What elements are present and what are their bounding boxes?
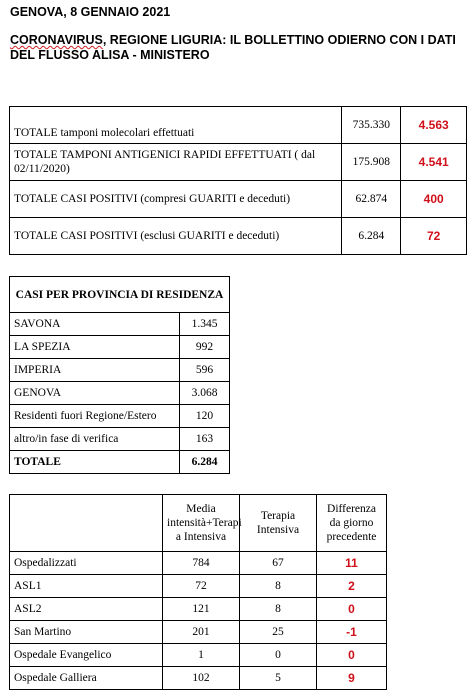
summary-delta: 4.563	[401, 107, 467, 144]
summary-value: 175.908	[342, 144, 401, 181]
hospital-row	[10, 667, 387, 690]
hospital-row	[10, 598, 387, 621]
province-total-row	[10, 451, 230, 474]
province-name: IMPERIA	[10, 359, 180, 382]
summary-row	[10, 144, 467, 181]
province-value: 596	[180, 359, 230, 382]
province-row	[10, 359, 230, 382]
summary-delta: 400	[401, 181, 467, 218]
summary-value: 62.874	[342, 181, 401, 218]
province-total-label: TOTALE	[10, 451, 180, 474]
hospital-row	[10, 644, 387, 667]
province-row	[10, 428, 230, 451]
province-row	[10, 313, 230, 336]
province-row	[10, 382, 230, 405]
province-row	[10, 405, 230, 428]
headline	[10, 33, 472, 63]
hospital-ti: 0	[240, 644, 317, 667]
hospital-row	[10, 621, 387, 644]
hospital-name: Ospedale Evangelico	[10, 644, 163, 667]
summary-row	[10, 218, 467, 255]
hospital-row	[10, 552, 387, 575]
hospital-ti: 8	[240, 575, 317, 598]
province-value: 120	[180, 405, 230, 428]
summary-label: TOTALE CASI POSITIVI (compresi GUARITI e deceduti)	[10, 181, 342, 218]
summary-row	[10, 181, 467, 218]
headline-first-word: CORONAVIRUS	[10, 33, 103, 47]
hospital-diff: 0	[317, 598, 387, 621]
summary-value: 6.284	[342, 218, 401, 255]
summary-label: TOTALE TAMPONI ANTIGENICI RAPIDI EFFETTUATI ( dal 02/11/2020)	[10, 144, 342, 181]
hospital-media: 201	[163, 621, 240, 644]
hospital-name: ASL2	[10, 598, 163, 621]
headline-rest: , REGIONE LIGURIA: IL BOLLETTINO ODIERNO CON I DATI DEL FLUSSO ALISA - MINISTERO	[10, 33, 456, 62]
hospital-header-row	[10, 495, 387, 552]
province-total-value: 6.284	[180, 451, 230, 474]
province-name: Residenti fuori Regione/Estero	[10, 405, 180, 428]
hospital-name: Ospedalizzati	[10, 552, 163, 575]
summary-delta: 72	[401, 218, 467, 255]
province-table-title: CASI PER PROVINCIA DI RESIDENZA	[10, 277, 230, 313]
hospital-media: 121	[163, 598, 240, 621]
province-row	[10, 336, 230, 359]
province-name: SAVONA	[10, 313, 180, 336]
hospital-name: ASL1	[10, 575, 163, 598]
summary-row	[10, 107, 467, 144]
summary-delta: 4.541	[401, 144, 467, 181]
hospital-name: San Martino	[10, 621, 163, 644]
hospital-row	[10, 575, 387, 598]
hospital-diff: 11	[317, 552, 387, 575]
hospital-header-diff: Differenza da giorno precedente	[317, 495, 387, 552]
hospital-media: 72	[163, 575, 240, 598]
summary-label: TOTALE tamponi molecolari effettuati	[10, 107, 342, 144]
hospital-name: Ospedale Galliera	[10, 667, 163, 690]
province-name: LA SPEZIA	[10, 336, 180, 359]
hospital-header-blank	[10, 495, 163, 552]
hospital-ti: 8	[240, 598, 317, 621]
province-value: 1.345	[180, 313, 230, 336]
province-name: altro/in fase di verifica	[10, 428, 180, 451]
hospital-header-media: Media intensità+Terapi a Intensiva	[163, 495, 240, 552]
province-value: 992	[180, 336, 230, 359]
report-date: GENOVA, 8 GENNAIO 2021	[10, 5, 171, 19]
province-table	[9, 276, 230, 474]
summary-label: TOTALE CASI POSITIVI (esclusi GUARITI e deceduti)	[10, 218, 342, 255]
hospital-diff: 9	[317, 667, 387, 690]
hospital-diff: 2	[317, 575, 387, 598]
hospital-media: 784	[163, 552, 240, 575]
hospital-table	[9, 494, 387, 690]
hospital-diff: -1	[317, 621, 387, 644]
hospital-ti: 25	[240, 621, 317, 644]
hospital-media: 102	[163, 667, 240, 690]
hospital-ti: 5	[240, 667, 317, 690]
province-value: 163	[180, 428, 230, 451]
summary-value: 735.330	[342, 107, 401, 144]
hospital-diff: 0	[317, 644, 387, 667]
hospital-media: 1	[163, 644, 240, 667]
summary-table	[9, 106, 467, 255]
province-name: GENOVA	[10, 382, 180, 405]
province-value: 3.068	[180, 382, 230, 405]
hospital-header-ti: Terapia Intensiva	[240, 495, 317, 552]
hospital-ti: 67	[240, 552, 317, 575]
